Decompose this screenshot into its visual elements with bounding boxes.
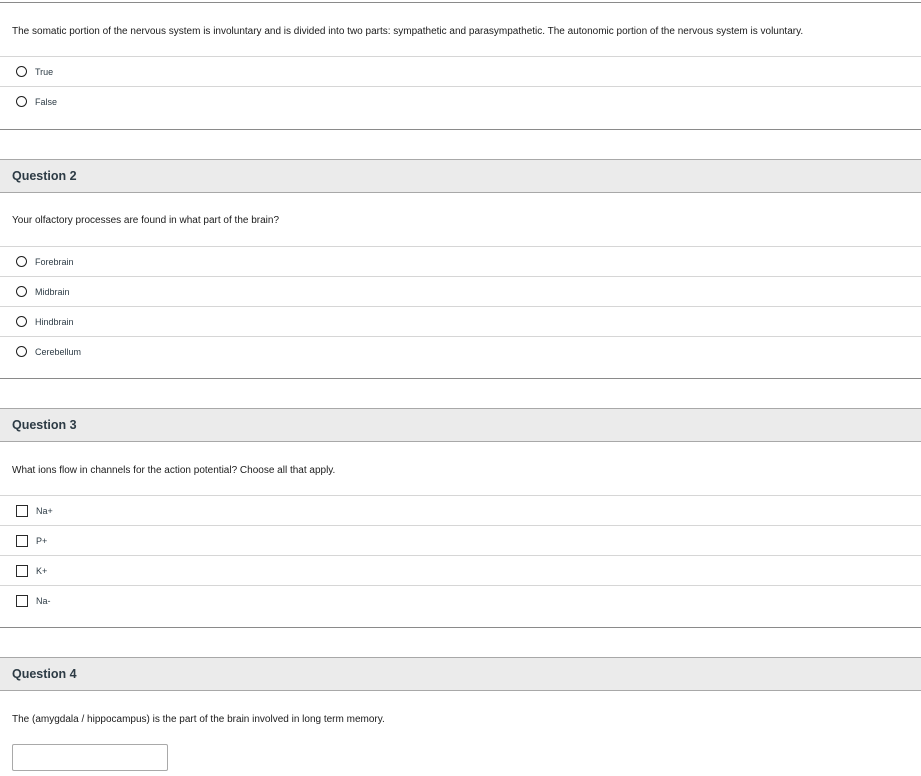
question-2-header — [0, 159, 921, 193]
question-title: Question 4 — [12, 667, 77, 681]
option-label: P+ — [36, 535, 48, 546]
answer-option[interactable] — [0, 525, 921, 555]
question-2-options — [0, 246, 921, 366]
question-1-options — [0, 56, 921, 116]
question-2-body — [0, 205, 921, 235]
radio-button[interactable] — [16, 286, 27, 297]
checkbox[interactable] — [16, 535, 28, 547]
checkbox[interactable] — [16, 505, 28, 517]
option-label: Forebrain — [35, 256, 74, 267]
option-label: Na- — [36, 595, 51, 606]
question-3-text: What ions flow in channels for the action potential? Choose all that apply. — [12, 464, 336, 476]
option-label: Midbrain — [35, 286, 70, 297]
question-4-header — [0, 657, 921, 691]
option-label: Na+ — [36, 505, 53, 516]
radio-button[interactable] — [16, 346, 27, 357]
divider — [0, 627, 921, 628]
answer-option[interactable] — [0, 246, 921, 276]
question-3-options — [0, 495, 921, 615]
question-4-body — [0, 704, 921, 734]
divider — [0, 378, 921, 379]
checkbox[interactable] — [16, 595, 28, 607]
option-label: Hindbrain — [35, 316, 74, 327]
answer-option[interactable] — [0, 585, 921, 615]
answer-text-input[interactable] — [12, 744, 168, 771]
question-2-text: Your olfactory processes are found in what part of the brain? — [12, 214, 280, 226]
divider — [0, 129, 921, 130]
question-title: Question 2 — [12, 169, 77, 183]
option-label: K+ — [36, 565, 48, 576]
divider — [0, 2, 921, 3]
answer-option[interactable] — [0, 56, 921, 86]
answer-option[interactable] — [0, 276, 921, 306]
question-1-body — [0, 16, 921, 56]
question-3-header — [0, 408, 921, 442]
radio-button[interactable] — [16, 96, 27, 107]
answer-option[interactable] — [0, 86, 921, 116]
question-1-text: The somatic portion of the nervous system is involuntary and is divided into two parts: sympathetic and parasympathetic. The autonomic portion of the nervous system is voluntary. — [12, 25, 804, 37]
question-title: Question 3 — [12, 418, 77, 432]
radio-button[interactable] — [16, 316, 27, 327]
checkbox[interactable] — [16, 565, 28, 577]
radio-button[interactable] — [16, 256, 27, 267]
answer-option[interactable] — [0, 336, 921, 366]
question-4-text: The (amygdala / hippocampus) is the part of the brain involved in long term memory. — [12, 713, 385, 725]
option-label: Cerebellum — [35, 346, 82, 357]
answer-option[interactable] — [0, 555, 921, 585]
radio-button[interactable] — [16, 66, 27, 77]
answer-option[interactable] — [0, 495, 921, 525]
answer-option[interactable] — [0, 306, 921, 336]
question-3-body — [0, 455, 921, 485]
option-label: True — [35, 66, 54, 77]
option-label: False — [35, 96, 58, 107]
